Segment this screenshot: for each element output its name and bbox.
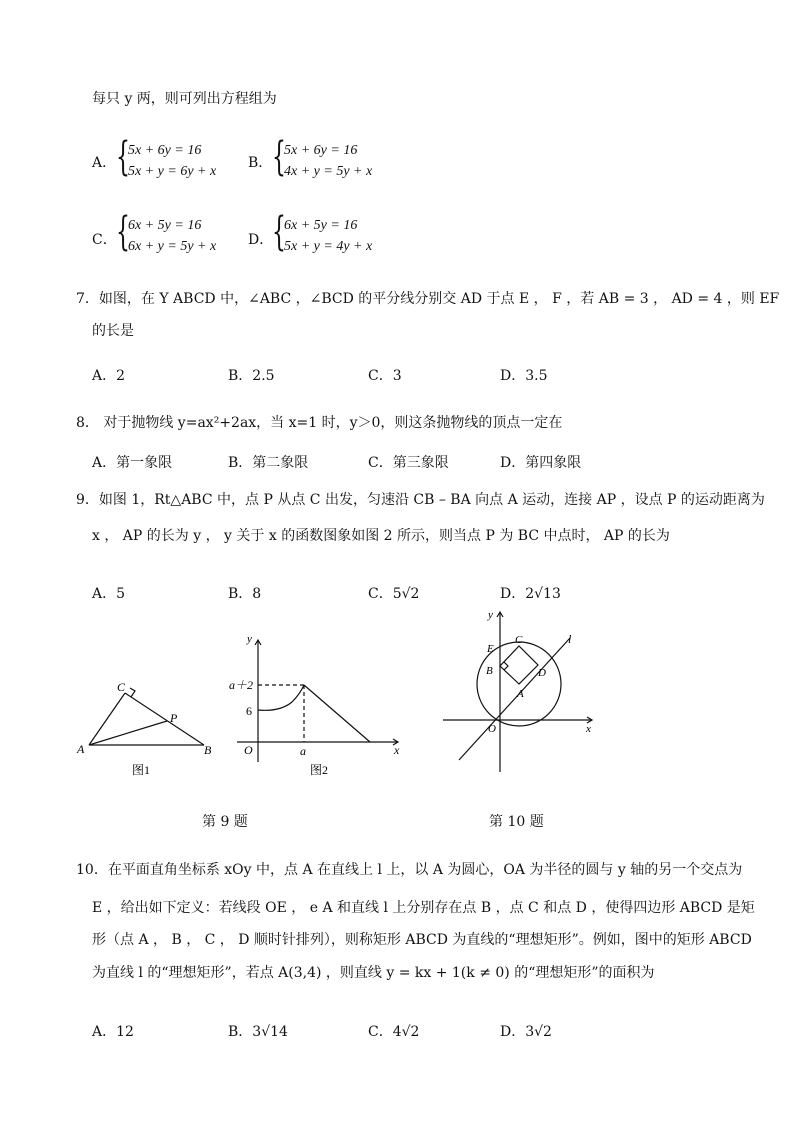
q6-option-a-system xyxy=(116,134,236,185)
q7-option-a: A．2 xyxy=(92,368,126,384)
q6-option-b-system xyxy=(272,134,392,185)
q8-option-b: B．第二象限 xyxy=(228,455,309,471)
q6-option-c-system xyxy=(116,209,236,260)
equation-2: 6x + y = 5y + x xyxy=(128,239,217,254)
figures-area xyxy=(0,600,794,840)
q7-option-c: C．3 xyxy=(368,368,402,384)
q9-option-d: D．2√13 xyxy=(500,586,561,602)
q10-option-c: C．4√2 xyxy=(368,1024,420,1040)
fig10-label-c: C xyxy=(515,634,523,646)
fig10-label-x: x xyxy=(586,723,591,735)
graph-curve xyxy=(258,685,304,710)
q8-option-c: C．第三象限 xyxy=(368,455,449,471)
figure-2-graph xyxy=(237,640,398,762)
fig10-label-o: O xyxy=(488,723,496,735)
equation-2: 4x + y = 5y + x xyxy=(284,164,373,179)
q9-option-a: A．5 xyxy=(92,586,126,602)
fig10-label-d: D xyxy=(538,667,546,679)
fig2-label-6: 6 xyxy=(246,704,252,718)
q8-option-a: A．第一象限 xyxy=(92,455,173,471)
q10-stem-line3: 形（点 A ， B ， C ， D 顺时针排列），则称矩形 ABCD 为直线的“理想矩形”。例如，图中的矩形 ABCD xyxy=(92,932,752,948)
figure-1-triangle xyxy=(89,688,204,745)
q7-option-b: B．2.5 xyxy=(228,368,275,384)
right-angle-mark xyxy=(504,662,508,670)
q6-tail-text: 每只 y 两，则可列出方程组为 xyxy=(92,91,277,107)
fig1-label-a: A xyxy=(77,742,85,756)
q10-stem-line4: 为直线 l 的“理想矩形”，若点 A(3,4) ，则直线 y = kx + 1(k ≠ 0) 的“理想矩形”的面积为 xyxy=(92,965,655,981)
fig10-label-y: y xyxy=(488,609,493,621)
q10-stem-line2: E ，给出如下定义：若线段 OE ， e A 和直线 l 上分别存在点 B ，点 C 和点 D ，使得四边形 ABCD 是矩 xyxy=(92,900,755,916)
equation-2: 5x + y = 6y + x xyxy=(128,164,217,179)
q9-option-b: B．8 xyxy=(228,586,262,602)
equation-1: 5x + 6y = 16 xyxy=(128,143,202,158)
q7-stem-line1: 7．如图，在 Y ABCD 中，∠ABC ，∠BCD 的平分线分别交 AD 于点 E ， F ，若 AB = 3 ， AD = 4 ，则 EF xyxy=(76,291,780,307)
q6-option-d-label: D． xyxy=(248,232,274,248)
fig2-label-o: O xyxy=(244,743,253,757)
fig2-label-a-plus-2: a＋2 xyxy=(229,678,254,692)
fig10-label-b: B xyxy=(486,665,493,677)
q9-stem-line2: x ， AP 的长为 y ， y 关于 x 的函数图象如图 2 所示，则当点 P 为 BC 中点时， AP 的长为 xyxy=(92,528,670,544)
equation-1: 5x + 6y = 16 xyxy=(284,143,358,158)
fig2-label-a: a xyxy=(300,744,306,758)
q6-option-a-label: A． xyxy=(92,155,117,171)
line-l xyxy=(459,638,570,760)
fig2-label-y: y xyxy=(247,633,252,645)
graph-line xyxy=(304,685,370,742)
q10-option-d: D．3√2 xyxy=(500,1024,552,1040)
q10-option-b: B．3√14 xyxy=(228,1024,288,1040)
q7-option-d: D．3.5 xyxy=(500,368,548,384)
caption-q10: 第 10 题 xyxy=(489,814,544,830)
equation-1: 6x + 5y = 16 xyxy=(128,218,202,233)
q9-stem-line1: 9．如图 1，Rt△ABC 中，点 P 从点 C 出发，匀速沿 CB – BA 向点 A 运动，连接 AP ，设点 P 的运动距离为 xyxy=(76,492,765,508)
left-brace: { xyxy=(272,209,286,255)
q6-option-c-label: C． xyxy=(92,232,117,248)
left-brace: { xyxy=(116,134,130,180)
q10-option-a: A．12 xyxy=(92,1024,134,1040)
fig10-label-l: l xyxy=(568,632,572,646)
fig1-label-b: B xyxy=(204,743,212,757)
q9-option-c: C．5√2 xyxy=(368,586,420,602)
q6-option-b-label: B． xyxy=(248,155,273,171)
fig2-caption: 图2 xyxy=(310,763,329,777)
segment-ap xyxy=(89,721,167,745)
rectangle-abcd xyxy=(500,646,538,684)
fig2-label-x: x xyxy=(394,743,400,757)
q8-stem: 8． 对于抛物线 y=ax²+2ax，当 x=1 时，y＞0，则这条抛物线的顶点一定在 xyxy=(76,415,563,431)
fig1-label-p: P xyxy=(170,711,178,725)
q7-stem-line2: 的长是 xyxy=(92,323,134,339)
left-brace: { xyxy=(116,209,130,255)
caption-q9: 第 9 题 xyxy=(202,814,248,830)
fig1-label-c: C xyxy=(117,680,126,694)
side-ac xyxy=(89,693,125,745)
q6-option-d-system xyxy=(272,209,392,260)
q8-option-d: D．第四象限 xyxy=(500,455,582,471)
equation-2: 5x + y = 4y + x xyxy=(284,239,373,254)
right-angle-mark xyxy=(130,688,135,697)
side-cb xyxy=(125,693,204,745)
fig10-label-e: E xyxy=(487,643,494,655)
fig1-caption: 图1 xyxy=(132,763,151,777)
fig10-label-a: A xyxy=(517,688,524,700)
left-brace: { xyxy=(272,134,286,180)
equation-1: 6x + 5y = 16 xyxy=(284,218,358,233)
q10-stem-line1: 10．在平面直角坐标系 xOy 中，点 A 在直线上 l 上，以 A 为圆心，OA 为半径的圆与 y 轴的另一个交点为 xyxy=(76,862,743,878)
